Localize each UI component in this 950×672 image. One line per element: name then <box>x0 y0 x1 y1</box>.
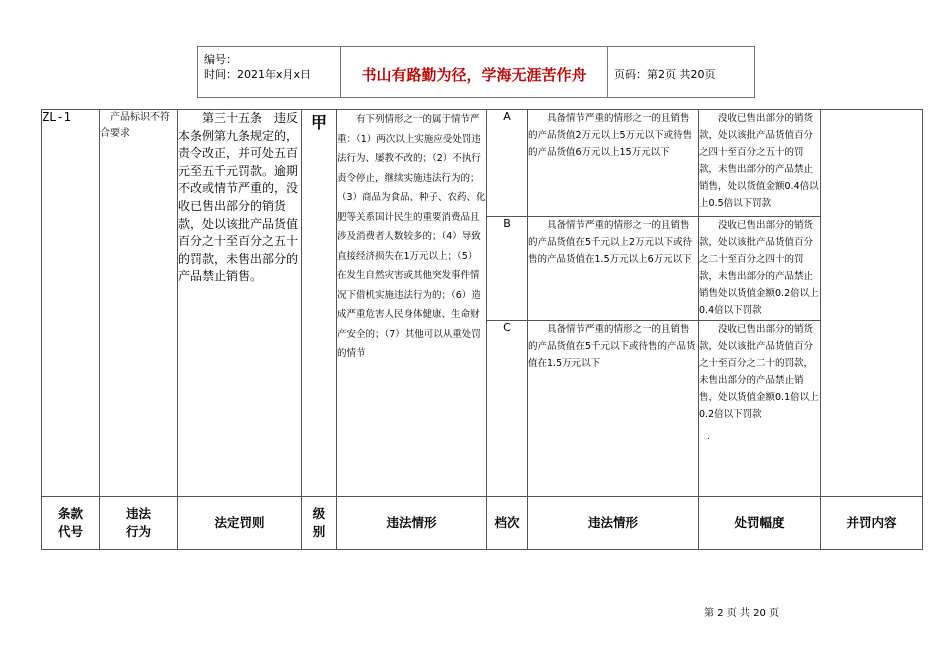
col-header-grade: 档次 <box>487 497 528 550</box>
grade-c-note: . <box>707 432 710 442</box>
col-header-circumstance: 违法情形 <box>337 497 487 550</box>
header-row <box>42 497 923 550</box>
page-info: 页码：第2页 共20页 <box>614 68 716 81</box>
col-header-punishment: 处罚幅度 <box>699 497 821 550</box>
document-header <box>197 46 755 98</box>
grade-b: B <box>487 217 528 321</box>
time-label: 时间：2021年x月x日 <box>204 68 312 81</box>
col-header-extra: 并罚内容 <box>821 497 923 550</box>
col-header-sub-circumstance: 违法情形 <box>528 497 699 550</box>
grade-b-punishment: 没收已售出部分的销货款，处以该批产品货值百分之二十至百分之四十的罚款，未售出部分的产品禁止销售处以货值金额0.2倍以上0.4倍以下罚款 <box>699 217 821 321</box>
violation-act: 产品标识不符合要求 <box>100 110 178 497</box>
motto-text: 书山有路勤为径，学海无涯苦作舟 <box>361 66 587 84</box>
number-label: 编号： <box>204 53 237 66</box>
clause-code: ZL-1 <box>42 110 100 497</box>
grade-c: C <box>487 321 528 497</box>
grade-b-circumstance: 具备情节严重的情形之一的且销售的产品货值在5千元以上2万元以下或待售的产品货值在1.5万元以上6万元以下 <box>528 217 699 321</box>
col-header-act: 违法行为 <box>100 497 178 550</box>
grade-c-circumstance: 具备情节严重的情形之一的且销售的产品货值在5千元以下或待售的产品货值在1.5万元以下 <box>528 321 699 497</box>
extra-penalty-cell <box>821 110 923 497</box>
grade-c-punishment: 没收已售出部分的销货款，处以该批产品货值百分之十至百分之二十的罚款，未售出部分的产品禁止销售，处以货值金额0.1倍以上0.2倍以下罚款 <box>699 324 819 420</box>
col-header-level: 级别 <box>302 497 337 550</box>
table-row <box>42 110 923 217</box>
header-meta-cell <box>198 47 341 97</box>
grade-a-punishment: 没收已售出部分的销货款，处以该批产品货值百分之四十至百分之五十的罚款，未售出部分的产品禁止销售，处以货值金额0.4倍以上0.5倍以下罚款 <box>699 110 821 217</box>
grade-a: A <box>487 110 528 217</box>
violation-circumstance: 有下列情形之一的属于情节严重：（1）两次以上实施应受处罚违法行为、屡教不改的；（2）不执行责令停止，继续实施违法行为的；（3）商品为食品、种子、农药、化肥等关系国计民生的重要消费品且涉及消费者人数较多的；（4）导致直接经济损失在1万元以上；（5）在发生自然灾害或其他突发事件情况下借机实施违法行为的；（6）造成严重危害人民身体健康、生命财产安全的；（7）其他可以从重处罚的情节 <box>337 110 487 497</box>
grade-c-punishment-cell <box>699 321 821 497</box>
level-mark: 甲 <box>302 110 337 497</box>
page-footer: 第 2 页 共 20 页 <box>704 608 779 619</box>
col-header-law: 法定罚则 <box>178 497 302 550</box>
penalty-table <box>41 109 923 550</box>
legal-penalty: 第三十五条 违反本条例第九条规定的，责令改正，并可处五百元至五千元罚款。逾期不改或情节严重的，没收已售出部分的销货款，处以该批产品货值百分之十至百分之五十的罚款，未售出部分的产品禁止销售。 <box>178 110 302 497</box>
col-header-code: 条款代号 <box>42 497 100 550</box>
header-motto-cell <box>341 47 608 97</box>
grade-a-circumstance: 具备情节严重的情形之一的且销售的产品货值2万元以上5万元以下或待售的产品货值6万元以上15万元以下 <box>528 110 699 217</box>
